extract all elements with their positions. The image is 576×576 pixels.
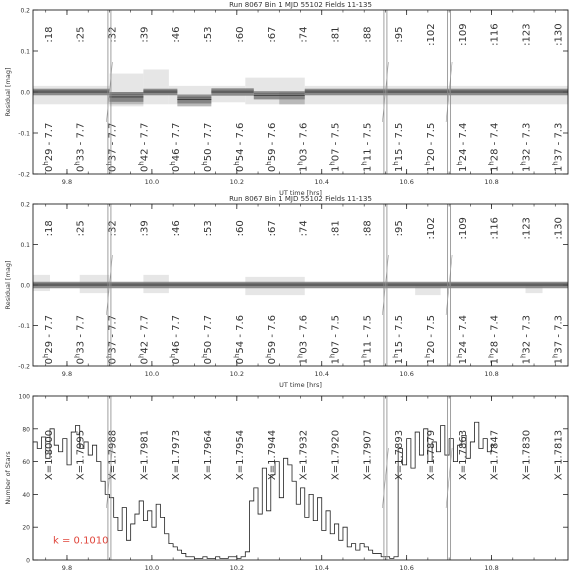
field-time-label: 0$^h$29 - 7.7 <box>41 314 55 365</box>
x-tick-label: 10.0 <box>144 370 160 378</box>
field-number-label: :102 <box>426 217 438 240</box>
field-number-label: :32 <box>107 26 119 43</box>
field-number-label: :67 <box>266 26 278 43</box>
field-time-label: 1$^h$24 - 7.4 <box>455 314 469 365</box>
field-time-label: 0$^h$42 - 7.7 <box>137 314 151 365</box>
x-tick-label: 10.6 <box>399 564 414 572</box>
airmass-label: X=1.7847 <box>489 429 501 481</box>
y-tick-label: 20 <box>22 524 30 532</box>
field-time-label: 1$^h$03 - 7.6 <box>296 314 310 365</box>
airmass-label: X=1.7920 <box>330 429 342 481</box>
x-tick-label: 10.6 <box>399 178 414 186</box>
field-time-label: 1$^h$28 - 7.4 <box>487 122 501 173</box>
airmass-label: X=1.7995 <box>75 429 87 481</box>
star-count-histogram-panel <box>4 394 568 576</box>
field-time-label: 1$^h$07 - 7.5 <box>328 314 342 365</box>
field-number-label: :95 <box>394 26 406 43</box>
field-number-label: :109 <box>457 217 469 240</box>
y-tick-label: 100 <box>18 393 30 401</box>
field-time-label: 0$^h$59 - 7.6 <box>264 122 278 173</box>
field-number-label: :95 <box>394 220 406 237</box>
x-tick-label: 10.2 <box>229 370 245 378</box>
field-time-label: 1$^h$32 - 7.3 <box>519 122 533 173</box>
field-time-label: 1$^h$11 - 7.5 <box>360 314 374 365</box>
field-time-label: 0$^h$37 - 7.7 <box>105 122 119 173</box>
x-tick-label: 10.2 <box>229 178 245 186</box>
y-tick-label: 0.1 <box>20 48 30 56</box>
field-time-label: 0$^h$37 - 7.7 <box>105 314 119 365</box>
gap-hatch <box>382 448 388 508</box>
y-tick-label: 0.1 <box>20 242 30 249</box>
field-number-label: :130 <box>553 23 565 46</box>
field-time-label: 1$^h$24 - 7.4 <box>455 122 469 173</box>
field-number-label: :81 <box>330 26 342 43</box>
field-number-label: :123 <box>521 23 533 46</box>
field-time-label: 0$^h$33 - 7.7 <box>73 314 87 365</box>
field-number-label: :39 <box>139 26 151 43</box>
field-number-label: :18 <box>43 220 55 237</box>
residual-panel-top <box>4 1 568 197</box>
airmass-label: X=1.7944 <box>266 429 278 481</box>
k-value-annotation: k = 0.1010 <box>53 535 109 547</box>
x-tick-label: 9.8 <box>61 564 73 572</box>
field-time-label: 0$^h$50 - 7.7 <box>201 122 215 173</box>
field-time-label: 1$^h$15 - 7.5 <box>392 122 406 173</box>
y-tick-label: 40 <box>22 491 30 499</box>
y-tick-label: 0.2 <box>20 7 30 15</box>
x-axis-label: UT time [hrs] <box>279 381 322 389</box>
y-axis-label: Residual [mag] <box>4 67 12 117</box>
field-number-label: :116 <box>489 217 501 240</box>
field-time-label: 1$^h$20 - 7.5 <box>424 122 438 173</box>
field-number-label: :67 <box>266 220 278 237</box>
y-tick-label: -0.2 <box>18 171 30 179</box>
field-number-label: :39 <box>139 220 151 237</box>
field-number-label: :46 <box>171 26 183 43</box>
airmass-label: X=1.7893 <box>394 429 406 481</box>
field-time-label: 1$^h$03 - 7.6 <box>296 122 310 173</box>
field-number-label: :60 <box>234 26 246 43</box>
field-time-label: 1$^h$32 - 7.3 <box>519 314 533 365</box>
x-tick-label: 10.2 <box>229 564 245 572</box>
field-time-label: 0$^h$59 - 7.6 <box>264 314 278 365</box>
field-number-label: :25 <box>75 220 87 237</box>
field-time-label: 1$^h$37 - 7.3 <box>551 122 565 173</box>
field-time-label: 1$^h$20 - 7.5 <box>424 314 438 365</box>
shade-box <box>143 69 168 104</box>
residual-panel-middle <box>4 195 568 389</box>
x-tick-label: 10.6 <box>399 370 414 378</box>
x-tick-label: 10.4 <box>314 178 329 186</box>
field-time-label: 1$^h$07 - 7.5 <box>328 122 342 173</box>
x-tick-label: 9.8 <box>61 370 73 378</box>
field-time-label: 0$^h$50 - 7.7 <box>201 314 215 365</box>
x-tick-label: 10.0 <box>144 564 160 572</box>
y-tick-label: 0 <box>26 557 30 565</box>
airmass-label: X=1.7954 <box>234 429 246 481</box>
field-number-label: :46 <box>171 220 183 237</box>
field-number-label: :53 <box>203 26 215 43</box>
field-time-label: 0$^h$46 - 7.7 <box>169 122 183 173</box>
field-time-label: 1$^h$28 - 7.4 <box>487 314 501 365</box>
x-tick-label: 10.4 <box>314 564 329 572</box>
field-time-label: 0$^h$29 - 7.7 <box>41 122 55 173</box>
y-tick-label: 80 <box>22 426 30 434</box>
gap-hatch <box>446 448 452 508</box>
panel-title: Run 8067 Bin 1 MJD 55102 Fields 11-135 <box>229 195 372 203</box>
field-number-label: :109 <box>457 23 469 46</box>
airmass-label: X=1.7973 <box>171 429 183 481</box>
field-time-label: 0$^h$54 - 7.6 <box>232 122 246 173</box>
x-tick-label: 10.8 <box>484 370 499 378</box>
field-number-label: :130 <box>553 217 565 240</box>
field-number-label: :102 <box>426 23 438 46</box>
y-tick-label: 0.0 <box>20 89 30 97</box>
field-number-label: :116 <box>489 23 501 46</box>
field-time-label: 0$^h$33 - 7.7 <box>73 122 87 173</box>
x-axis-label: UT time [hrs] <box>279 189 322 197</box>
field-number-label: :123 <box>521 217 533 240</box>
field-number-label: :25 <box>75 26 87 43</box>
field-number-label: :74 <box>298 26 310 43</box>
airmass-label: X=1.7988 <box>107 429 119 481</box>
y-axis-label: Number of Stars <box>4 451 12 505</box>
field-time-label: 0$^h$42 - 7.7 <box>137 122 151 173</box>
x-tick-label: 9.8 <box>61 178 73 186</box>
x-tick-label: 10.4 <box>314 370 329 378</box>
airmass-label: X=1.7981 <box>139 429 151 481</box>
y-tick-label: -0.1 <box>18 323 30 330</box>
field-time-label: 1$^h$11 - 7.5 <box>360 122 374 173</box>
field-number-label: :88 <box>362 220 374 237</box>
y-tick-label: 0.2 <box>20 201 30 209</box>
y-tick-label: 60 <box>22 459 30 467</box>
x-tick-label: 10.8 <box>484 564 499 572</box>
field-number-label: :81 <box>330 220 342 237</box>
field-time-label: 1$^h$15 - 7.5 <box>392 314 406 365</box>
y-tick-label: 0.0 <box>20 282 30 290</box>
field-time-label: 1$^h$37 - 7.3 <box>551 314 565 365</box>
airmass-label: X=1.8000 <box>43 429 55 481</box>
field-number-label: :60 <box>234 220 246 237</box>
y-tick-label: -0.2 <box>18 363 30 371</box>
x-tick-label: 10.8 <box>484 178 499 186</box>
y-axis-label: Residual [mag] <box>4 260 12 310</box>
airmass-label: X=1.7813 <box>553 429 565 481</box>
y-tick-label: -0.1 <box>18 130 30 138</box>
field-time-label: 0$^h$54 - 7.6 <box>232 314 246 365</box>
field-number-label: :18 <box>43 26 55 43</box>
field-number-label: :32 <box>107 220 119 237</box>
field-number-label: :88 <box>362 26 374 43</box>
airmass-label: X=1.7863 <box>457 429 469 481</box>
airmass-label: X=1.7830 <box>521 429 533 481</box>
airmass-label: X=1.7907 <box>362 429 374 481</box>
x-tick-label: 10.0 <box>144 178 160 186</box>
field-number-label: :53 <box>203 220 215 237</box>
field-time-label: 0$^h$46 - 7.7 <box>169 314 183 365</box>
panel-title: Run 8067 Bin 1 MJD 55102 Fields 11-135 <box>229 1 372 9</box>
airmass-label: X=1.7932 <box>298 429 310 481</box>
airmass-label: X=1.7879 <box>426 429 438 481</box>
airmass-label: X=1.7964 <box>203 429 215 481</box>
field-number-label: :74 <box>298 220 310 237</box>
